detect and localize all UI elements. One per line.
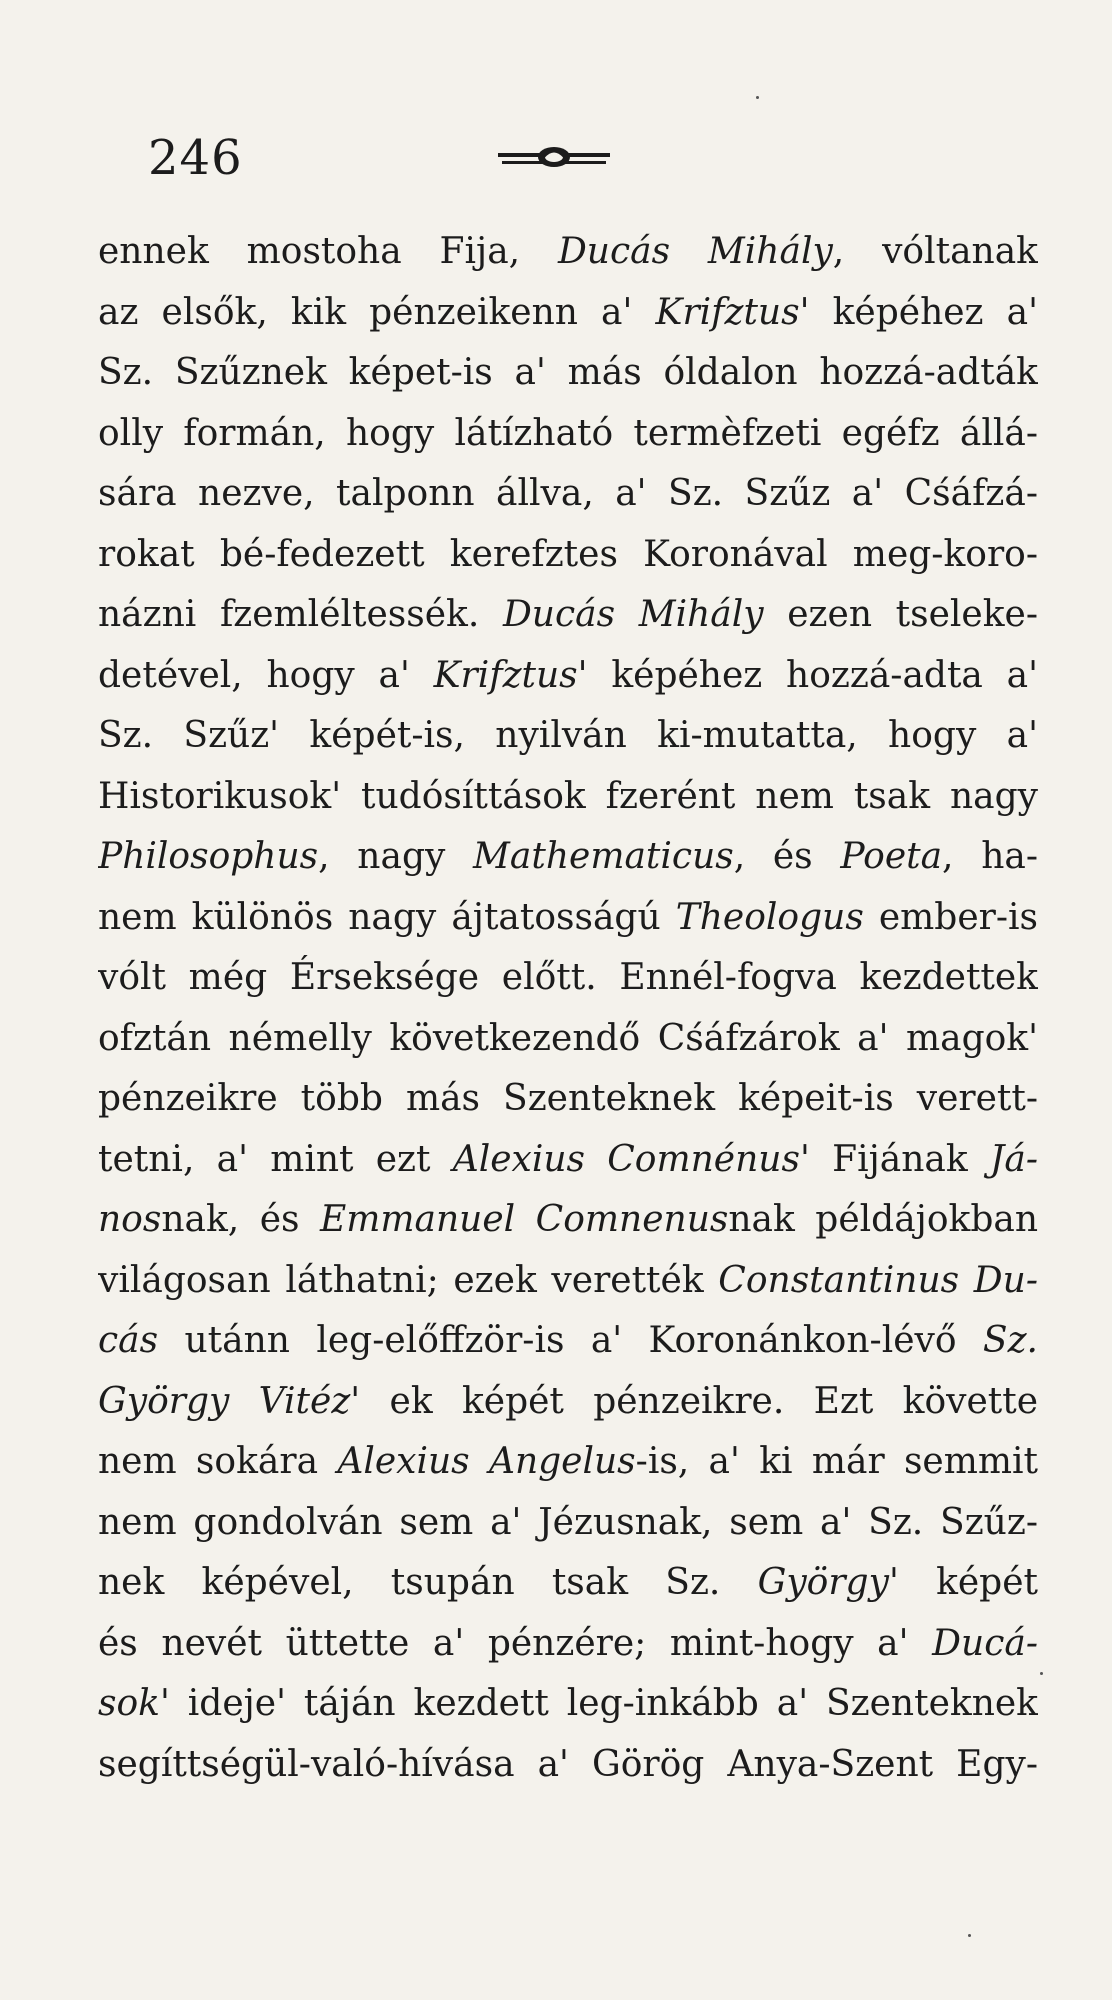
text-segment: ' ek képét pénzeikre. Ezt követte (350, 1380, 1038, 1422)
text-line (98, 888, 1038, 949)
italic-text: Mathematicus (473, 836, 734, 877)
text-segment: Sz. Szűznek képet-is a' más óldalon hozzá-adták (98, 352, 1038, 393)
page-header (148, 128, 1048, 198)
text-line (98, 1190, 1038, 1251)
text-line (98, 706, 1038, 767)
text-segment: nem különös nagy ájtatosságú (98, 896, 676, 938)
text-line (98, 1674, 1038, 1735)
text-segment: Sz. Szűz' képét-is, nyilván ki-mutatta, hogy a' (98, 715, 1038, 756)
text-segment: Historikusok' tudósíttások fzerént nem tsak nagy (98, 775, 1038, 817)
text-line (98, 1069, 1038, 1130)
text-line (98, 585, 1038, 646)
text-line (98, 948, 1038, 1009)
text-segment: , ha- (942, 836, 1038, 877)
text-segment: ofztán némelly következendő Cśáfzárok a' magok' (98, 1017, 1038, 1059)
paper-speck (968, 1934, 971, 1937)
text-line (98, 1130, 1038, 1191)
text-segment: názni fzemléltessék. (98, 594, 503, 635)
text-segment: olly formán, hogy látízható termèfzeti egéfz állá- (98, 412, 1038, 454)
text-line (98, 283, 1038, 344)
text-line (98, 1553, 1038, 1614)
text-segment: detével, hogy a' (98, 654, 434, 696)
italic-text: Já- (989, 1138, 1038, 1180)
text-segment: nem gondolván sem a' Jézusnak, sem a' Sz. Szűz- (98, 1501, 1038, 1543)
text-line (98, 525, 1038, 586)
italic-text: Emmanuel Comnenus (319, 1199, 729, 1240)
text-segment: világosan láthatni; ezek verették (98, 1259, 719, 1301)
text-segment: ' képéhez a' (799, 291, 1038, 333)
italic-text: nos (98, 1199, 162, 1240)
italic-text: Ducás Mihály (502, 594, 764, 635)
italic-text: Philosophus (98, 836, 319, 877)
text-segment: ' képéhez hozzá-adta a' (577, 654, 1038, 696)
text-segment: ennek mostoha Fija, (98, 231, 558, 272)
text-line (98, 1493, 1038, 1554)
text-line (98, 222, 1038, 283)
italic-text: cás (98, 1320, 159, 1361)
text-segment: nek képével, tsupán tsak Sz. (98, 1562, 758, 1603)
italic-text: Ducás Mihály (557, 231, 833, 272)
italic-text: Ducá- (932, 1622, 1038, 1664)
text-segment: és nevét üttette a' pénzére; mint-hogy a' (98, 1622, 933, 1664)
text-line (98, 343, 1038, 404)
italic-text: Krifztus (655, 291, 800, 333)
text-segment: , és (733, 836, 841, 877)
italic-text: Alexius Angelus (337, 1441, 636, 1482)
text-segment: nem sokára (98, 1441, 338, 1482)
text-line (98, 767, 1038, 828)
paper-speck (756, 96, 759, 99)
text-line (98, 404, 1038, 465)
text-segment: ' Fijának (799, 1138, 990, 1180)
text-segment: ember-is (863, 896, 1038, 938)
text-segment: pénzeikre több más Szenteknek képeit-is verett- (98, 1078, 1038, 1119)
body-text (98, 222, 1038, 1795)
italic-text: Theologus (675, 896, 864, 938)
text-line (98, 1009, 1038, 1070)
italic-text: Krifztus (433, 654, 578, 696)
text-segment: utánn leg-előffzör-is a' Koronánkon-lévő (158, 1320, 983, 1361)
text-segment: , vóltanak (832, 231, 1038, 272)
text-line (98, 1311, 1038, 1372)
italic-text: Sz. (982, 1320, 1038, 1361)
text-line (98, 1251, 1038, 1312)
text-segment: segíttségül-való-hívása a' Görög Anya-Szent Egy- (98, 1743, 1038, 1785)
text-segment: nak példájokban (728, 1199, 1038, 1240)
paper-speck (1040, 1672, 1043, 1675)
text-line (98, 827, 1038, 888)
text-segment: sára nezve, talponn állva, a' Sz. Szűz a' Cśáfzá- (98, 473, 1038, 514)
italic-text: György (757, 1562, 889, 1603)
text-segment: vólt még Érseksége előtt. Ennél-fogva kezdettek (98, 957, 1038, 998)
text-segment: rokat bé-fedezett kerefztes Koronával meg-koro- (98, 533, 1038, 575)
text-segment: ezen tseleke- (763, 594, 1038, 635)
italic-text: Poeta (840, 836, 943, 877)
text-segment: , nagy (318, 836, 474, 877)
text-segment: ' képét (888, 1562, 1038, 1603)
text-segment: az elsők, kik pénzeikenn a' (98, 291, 656, 333)
text-line (98, 1372, 1038, 1433)
text-segment: tetni, a' mint ezt (98, 1138, 453, 1180)
text-line (98, 646, 1038, 707)
text-line (98, 1614, 1038, 1675)
italic-text: Alexius Comnénus (452, 1138, 800, 1180)
text-segment: nak, és (161, 1199, 320, 1240)
text-line (98, 1432, 1038, 1493)
italic-text: György Vitéz (98, 1380, 351, 1422)
italic-text: Constantinus Du- (718, 1259, 1038, 1301)
text-line (98, 464, 1038, 525)
text-line (98, 1735, 1038, 1796)
italic-text: sok (98, 1683, 160, 1724)
page-number: 246 (148, 130, 243, 186)
text-segment: -is, a' ki már semmit (635, 1441, 1038, 1482)
text-segment: ' ideje' táján kezdett leg-inkább a' Szenteknek (159, 1683, 1038, 1724)
double-rule-ornament-icon (498, 142, 610, 174)
